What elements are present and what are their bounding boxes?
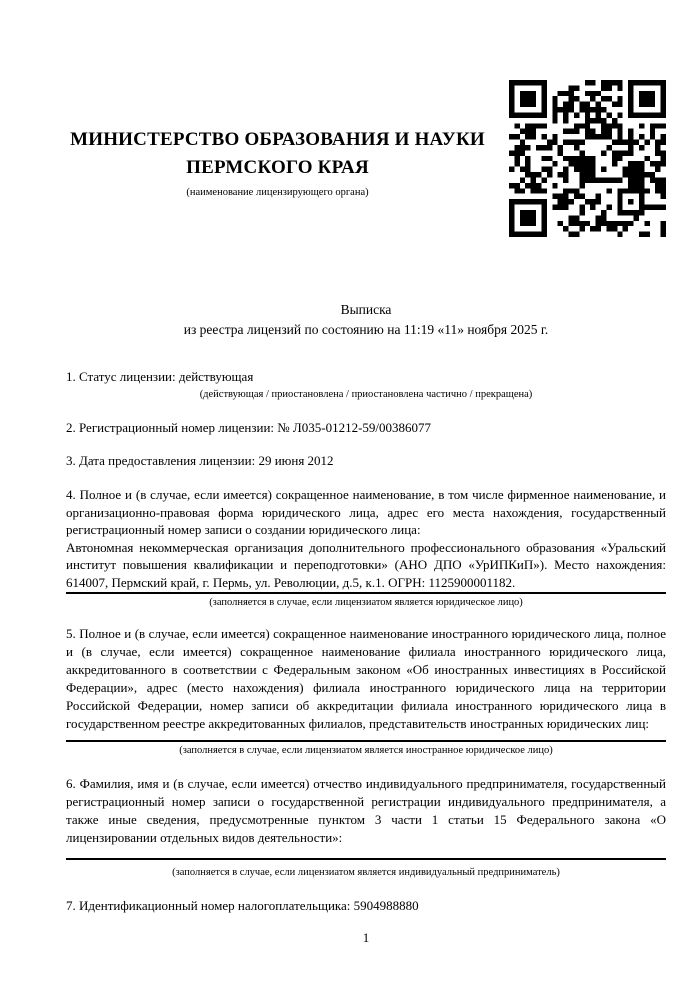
field-legal-entity-value: Автономная некоммерческая организация дополнительного профессионального образования «Уральский институт повышения квалификации и переподготовки» (АНО ДПО «УрИПКиП»). Место нахождения: 614007, Пермский край, г. Пермь, ул. Революции, д.5, к.1. ОГРН: 1125900001182. [66,539,666,590]
field-registration-number-label: 2. Регистрационный номер лицензии: [66,420,275,435]
field-legal-entity-label: 4. Полное и (в случае, если имеется) сокращенное наименование, в том числе фирменное наименование, и организационно-правовая форма юридического лица, адрес его места нахождения, государственный регистрационный номер записи о создании юридического лица: [66,487,666,537]
field-inn-label: 7. Идентификационный номер налогоплательщика: [66,898,351,913]
ministry-caption: (наименование лицензирующего органа) [186,187,369,198]
field-entrepreneur-hint: (заполняется в случае, если лицензиатом является индивидуальный предприниматель) [172,867,560,878]
field-foreign-entity-label: 5. Полное и (в случае, если имеется) сокращенное наименование иностранного юридического лица, полное и (в случае, если имеется) сокращенное наименование филиала иностранного юридического лица, аккредитованного в соответствии с Федеральным законом «Об иностранных инвестициях в Российской Федерации», адрес (место нахождения) филиала иностранного юридического лица на территории Российской Федерации, номер записи об аккредитации филиала иностранного юридического лица в государственном реестре аккредитованных филиалов, представительств иностранных юридических лиц: [66,626,666,731]
field-entrepreneur-label: 6. Фамилия, имя и (в случае, если имеется) отчество индивидуального предпринимателя, государственный регистрационный номер записи о государственной регистрации индивидуального предпринимателя, а также иные сведения, предусмотренные пунктом 3 части 1 статьи 15 Федерального закона «О лицензировании отдельных видов деятельности»: [66,776,666,845]
field-grant-date [66,452,666,470]
issuing-authority-name [66,126,489,182]
field-grant-date-label: 3. Дата предоставления лицензии: [66,453,256,468]
foreign-entity-underline [66,740,666,742]
qr-code-icon [509,80,666,237]
field-legal-entity-hint: (заполняется в случае, если лицензиатом является юридическое лицо) [209,597,523,608]
field-license-status-value: действующая [178,369,254,384]
field-foreign-entity-hint: (заполняется в случае, если лицензиатом является иностранное юридическое лицо) [179,745,553,756]
document-title-subtitle: из реестра лицензий по состоянию на 11:19 «11» ноября 2025 г. [183,322,549,337]
field-registration-number [66,419,666,437]
field-license-status-label: 1. Статус лицензии: [66,369,176,384]
legal-entity-underline [66,592,666,594]
field-license-status-hint: (действующая / приостановлена / приостановлена частично / прекращена) [199,389,533,400]
issuing-authority-block [66,80,509,200]
page-number: 1 [362,930,370,945]
field-foreign-entity [66,625,666,733]
field-grant-date-value: 29 июня 2012 [258,453,334,468]
field-entrepreneur [66,775,666,847]
document-header [66,0,666,237]
ministry-name-line1: МИНИСТЕРСТВО ОБРАЗОВАНИЯ И НАУКИ [70,129,485,150]
document-title [66,300,666,340]
field-registration-number-value: № Л035-01212-59/00386077 [277,420,432,435]
field-inn [66,897,666,915]
ministry-name-line2: ПЕРМСКОГО КРАЯ [186,157,369,178]
entrepreneur-underline [66,858,666,860]
document-title-line1: Выписка [340,302,392,317]
field-legal-entity [66,486,666,591]
field-license-status [66,368,666,386]
field-inn-value: 5904988880 [353,898,419,913]
